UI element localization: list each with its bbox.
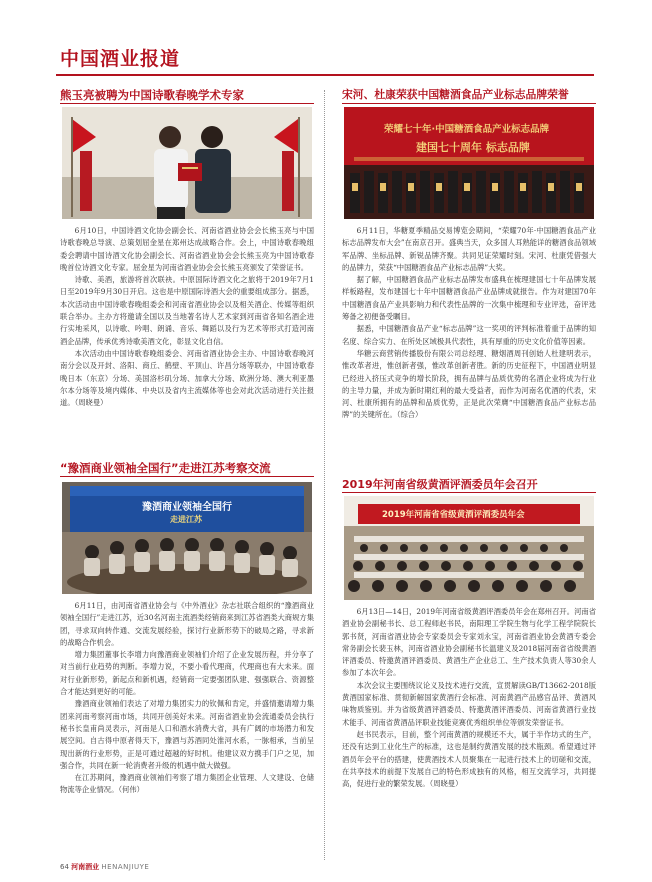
article-paragraph: 豫酒商业领袖们表达了对增力集团实力的钦佩和肯定，并盛情邀请增力集团来河南考察河南市场，共同开创美好未来。河南省酒业协会流通委员会执行秘书长皇甫尚灵表示，河南是人口和酒水消费大省，具有广阔的市场潜力和发展空间。自古得中原者得天下，豫酒与苏酒同处淮河水系，一脉相承，当前呈现出新的行业形势，正是可通过超越的好时机。他建议双方携手门户之见，加强合作，共同在新一轮消费者升级的机遇中做大做强。 bbox=[60, 699, 314, 770]
article-paragraph: 6月10日，中国诗酒文化协会副会长、河南省酒业协会会长熊玉亮与中国诗歌春晚总导演、总策划屈金星在郑州达成战略合作。会上，中国诗歌春晚组委会聘请中国诗酒文化协会副会长、河南省酒业协会会长熊玉亮为中国诗歌春晚首位诗酒文化专家。屈金星为河南省酒业协会会长熊玉亮颁发了荣誉证书。 bbox=[60, 226, 314, 272]
article-photo-jiangsu bbox=[62, 482, 312, 594]
column-divider bbox=[324, 90, 326, 860]
page-number: 64 bbox=[60, 863, 69, 871]
article-paragraph: 增力集团董事长李增力向豫酒商业领袖们介绍了企业发展历程，并分享了对当前行业趋势的判断。李增力说，不要小看代理商，代理商也有大未来。面对行业新形势，新起点和新机遇，经销商一定要强团队建、强强联合、资源整合才能达到更好的可能。 bbox=[60, 650, 314, 697]
article-title-rule bbox=[60, 103, 314, 104]
footer-brand: 河南酒业 bbox=[71, 863, 100, 871]
article-paragraph: 6月11日，华糖夏季精品交易博览会期间，“荣耀70年·中国糖酒食品产业标志品牌发布大会”在南京召开。盛典当天，众多国人耳熟能详的糖酒食品领域军品牌、坐标品牌、新锐品牌齐聚。共同见证荣耀时刻。宋河、杜康凭借强大的品牌力，荣获“中国糖酒食品产业标志品牌”大奖。 bbox=[342, 226, 596, 272]
banner-text: 2019年河南省省级黄酒评酒委员年会 bbox=[382, 510, 525, 520]
article-photo-poetry bbox=[62, 107, 312, 219]
banner-subtext: 走进江苏 bbox=[170, 515, 202, 524]
banner-subtext: 建国七十周年 标志品牌 bbox=[416, 141, 530, 154]
article-body bbox=[60, 225, 314, 409]
page-header-rule bbox=[56, 74, 594, 76]
article-title: 熊玉亮被聘为中国诗歌春晚学术专家 bbox=[60, 88, 244, 102]
article-paragraph: 本次会议主要围绕议论义及技术进行交流，宣贯解读GB/T13662-2018版黄酒国家标准、贯彻新解国家黄酒行会标准、河南黄酒产品感官品评、黄酒风味物质鉴别。并为省级黄酒评酒委员、特邀黄酒评酒委员、河南省黄酒行业技术能手、河南省黄酒品评职业技能竞赛优秀组织单位等颁发荣誉证书。 bbox=[342, 680, 596, 727]
article-title: 宋河、杜康荣获中国糖酒食品产业标志品牌荣誉 bbox=[342, 88, 569, 101]
article-photo-award bbox=[344, 107, 594, 219]
article-title: 2019年河南省级黄酒评酒委员年会召开 bbox=[342, 478, 538, 491]
article-paragraph: 6月13日—14日，2019年河南省级黄酒评酒委员年会在郑州召开。河南省酒业协会副秘书长、总工程师赵书民，南阳理工学院生物与化学工程学院院长郭书贤，河南省酒业协会专家委员会专家刘永宝，河南省酒业协会黄酒专委会常务副会长裴玉林，河南省酒业协会副秘书长温建义及2018届河南省省级黄酒评酒委员、特邀黄酒评酒委员、黄酒生产企业总工、生产技术负责人等30余人参加了本次年会。 bbox=[342, 607, 596, 678]
article-title-rule bbox=[342, 103, 596, 104]
page-footer bbox=[60, 862, 149, 872]
banner-text: 荣耀七十年·中国糖酒食品产业标志品牌 bbox=[384, 124, 550, 135]
article-paragraph: 本次活动由中国诗歌春晚组委会、河南省酒业协会主办、中国诗歌春晚河南分会以及开封、洛阳、商丘、鹤壁、平顶山、许昌分场等联办，中国诗歌春晚日本（东京）分场、美国洛杉矶分场、加拿大分场、欧洲分场、澳大利亚墨尔本分场等及境内媒体、中央以及省内主流媒体等也会对此次活动进行关注报道。（周晓曼） bbox=[60, 348, 314, 408]
article-body bbox=[342, 606, 596, 790]
article-paragraph: 据了解，中国糖酒食品产业标志品牌发布盛典在梳理建国七十年品牌发展样板路程，发布建国七十年中国糖酒食品产业品牌成就报告。作为对建国70年中国糖酒食品产业具影响力和代表性品牌的一次集中梳理和专业评选，奋评选筹备之初便备受瞩目。 bbox=[342, 275, 596, 322]
article-body bbox=[342, 225, 596, 422]
footer-tag: HENANJIUYE bbox=[101, 863, 150, 871]
article-paragraph: 6月11日，由河南省酒业协会与《中外酒业》杂志社联合组织的“豫酒商业领袖全国行”走进江苏，近30名河南主流酒类经销商来到江苏省酒类大商规方集团，寻求双向转作通、交流发展经验，探讨行业新形势下的破局之路，寻求新的战略合作机会。 bbox=[60, 601, 314, 647]
page-header-title: 中国酒业报道 bbox=[60, 48, 181, 70]
article-paragraph: 据悉，中国糖酒食品产业“标志品牌”这一奖项的评判标准着重于品牌的知名度、综合实力、在所处区域极具代表性，具有厚重的历史文化价值等因素。 bbox=[342, 324, 596, 346]
article-paragraph: 华糖云商营销传播股份有限公司总经理、糖烟酒周刊创始人杜建明表示，惟改革者进，惟创新者强，惟改革创新者胜。新的历史征程下，中国酒业明显已经进入挤压式竞争的增长阶段，拥有品牌与品质优势的名酒企业将成为行业的主导力量，并成为新时期红利的最大受益者，而作为河南名优酒的代表，宋河、杜康所拥有的品牌和品质优势，正是此次荣膺“中国糖酒食品产业标志品牌”的关键所在。（综合） bbox=[342, 348, 596, 420]
article-body bbox=[60, 600, 314, 797]
banner-text: 豫酒商业领袖全国行 bbox=[142, 502, 232, 513]
article-paragraph: 在江苏期间，豫酒商业领袖们考察了增力集团企业管理、人文建设、仓储物流等企业情况。（何伟） bbox=[60, 773, 314, 795]
article-paragraph: 赵书民表示，目前，整个河南黄酒的规模还不大，属于半作坊式的生产，还没有达到工业化生产的标准，这也是制约黄酒发展的技术瓶颈。希望通过评酒员年会平台的搭建，使黄酒技术人员聚集在一起进行技术上的切磋和交流，在共享技术的前提下发展自己的特色形成独有的风格，相互交流学习，共同提高，促进行业的繁荣发展。（周晓曼） bbox=[342, 729, 596, 789]
article-photo-yellow-wine bbox=[344, 496, 594, 600]
article-paragraph: 诗歌、美酒，旅游将首次联袂。中原国际诗酒文化之旅将于2019年7月1日至2019年9月30日开启。这也是中原国际诗酒大会的重要组成部分。据悉，本次活动由中国诗歌春晚组委会和河南省酒业协会以及相关酒企、传媒等组织联合举办。主办方将邀请全国以及当地著名诗人艺术家到河南省各知名酒企进行实地采风，以诗歌、吟唱、朗诵、音乐、舞蹈以及行为艺术等形式打造河南酒企品牌，传承优秀诗歌美酒文化，彰显文化自信。 bbox=[60, 275, 314, 346]
article-title: “豫酒商业领袖全国行”走进江苏考察交流 bbox=[60, 461, 271, 475]
article-title-rule bbox=[342, 492, 596, 493]
article-title-rule bbox=[60, 476, 314, 477]
